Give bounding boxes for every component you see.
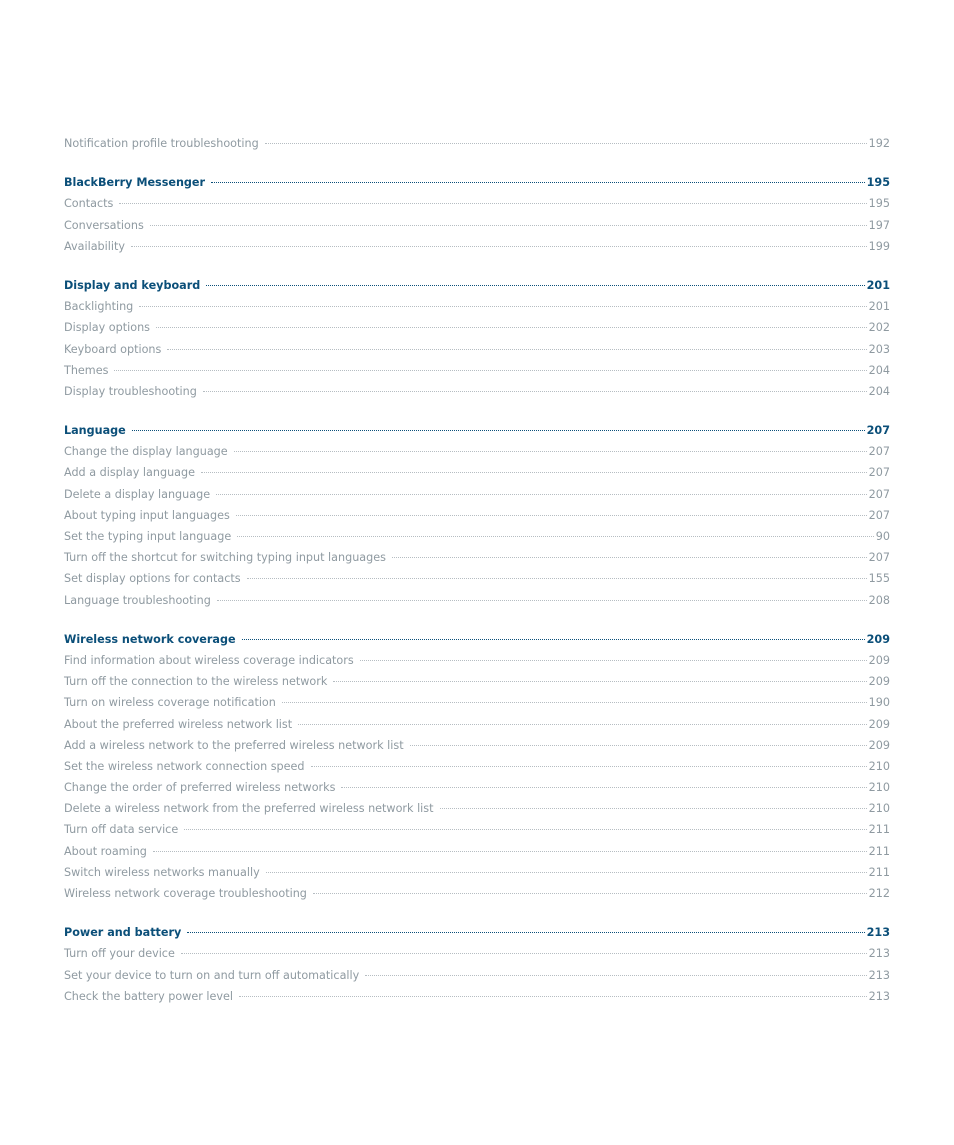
dot-leader [203,391,867,392]
dot-leader [150,225,867,226]
toc-entry[interactable] [64,381,890,402]
page-number: 211 [868,865,890,879]
page-number: 195 [868,197,890,211]
toc-entry[interactable] [64,339,890,360]
toc-section-heading[interactable] [64,629,890,650]
toc-entry[interactable] [64,547,890,568]
toc-section-heading[interactable] [64,420,890,441]
toc-entry-title: Notification profile troubleshooting [64,137,259,150]
dot-leader [201,472,867,473]
dot-leader [440,808,867,809]
dot-leader [333,681,866,682]
toc-entry[interactable] [64,484,890,505]
page-number: 197 [868,218,890,232]
toc-entry-title: Conversations [64,218,144,232]
toc-entry-title: About typing input languages [64,508,230,522]
toc-entry[interactable] [64,986,890,1007]
toc-entry-title: Set the typing input language [64,530,232,543]
toc-entry[interactable] [64,133,890,154]
page-number: 209 [868,738,890,752]
page-number: 209 [868,717,890,731]
page-number: 207 [868,487,890,501]
page-number: 209 [868,675,890,689]
toc-section-heading[interactable] [64,172,890,193]
page-number: 201 [868,300,890,314]
toc-entry[interactable] [64,965,890,986]
dot-leader [313,893,867,894]
dot-leader [360,660,867,661]
toc-entry[interactable] [64,236,890,257]
toc-entry[interactable] [64,841,890,862]
toc-entry-title: Switch wireless networks manually [64,865,260,879]
page-number: 208 [868,593,890,607]
dot-leader [341,787,866,788]
dot-leader [132,430,865,431]
toc-entry-title: Turn off the connection to the wireless network [64,675,328,689]
page-number: 201 [866,278,890,292]
page-number: 207 [866,424,890,438]
dot-leader [187,932,864,933]
dot-leader [217,600,867,601]
page-number: 211 [868,844,890,858]
toc-entry[interactable] [64,862,890,883]
page-number: 202 [868,321,890,335]
toc-entry[interactable] [64,526,890,547]
toc-entry[interactable] [64,777,890,798]
toc-entry-title: Themes [64,363,109,377]
dot-leader [139,306,866,307]
page-number: 207 [868,445,890,459]
page-number: 211 [868,823,890,837]
page-number: 90 [875,530,890,543]
toc-entry[interactable] [64,671,890,692]
dot-leader [156,327,867,328]
toc-entry[interactable] [64,798,890,819]
toc-entry-title: Turn off your device [64,947,175,961]
page-number: 209 [868,653,890,667]
page-number: 212 [868,887,890,900]
page-number: 155 [868,572,890,586]
toc-entry-title: Delete a wireless network from the preferred wireless network list [64,802,434,816]
page-number: 213 [866,926,890,940]
dot-leader [131,246,867,247]
dot-leader [206,285,864,286]
toc-entry[interactable] [64,650,890,671]
toc-entry-title: Add a display language [64,466,195,480]
toc-entry-title: Turn on wireless coverage notification [64,696,276,710]
dot-leader [311,766,867,767]
toc-entry-title: About roaming [64,844,147,858]
toc-entry-title: Availability [64,239,125,253]
dot-leader [216,494,867,495]
toc-entry[interactable] [64,505,890,526]
dot-leader [298,724,867,725]
toc-entry[interactable] [64,462,890,483]
toc-entry-title: Change the order of preferred wireless networks [64,781,336,795]
page-number: 213 [868,947,890,961]
toc-entry-title: Language troubleshooting [64,593,211,607]
toc-entry-title: Set display options for contacts [64,572,241,586]
toc-section-title: Wireless network coverage [64,632,236,646]
toc-entry-title: Turn off the shortcut for switching typing input languages [64,551,386,565]
dot-leader [242,639,865,640]
dot-leader [266,872,867,873]
dot-leader [365,975,866,976]
page-number: 210 [868,759,890,773]
dot-leader [211,182,865,183]
toc-entry-title: Change the display language [64,445,228,459]
page-number: 210 [868,781,890,795]
toc-entry[interactable] [64,296,890,317]
toc-entry[interactable] [64,692,890,713]
dot-leader [282,702,867,703]
toc-section-heading[interactable] [64,922,890,943]
toc-section-title: Power and battery [64,926,182,940]
toc-section-title: Display and keyboard [64,278,201,292]
toc-entry[interactable] [64,441,890,462]
toc-entry[interactable] [64,568,890,589]
dot-leader [234,451,867,452]
toc-section-title: BlackBerry Messenger [64,176,206,190]
toc-entry[interactable] [64,193,890,214]
page-number: 195 [866,176,890,190]
toc-entry-title: Wireless network coverage troubleshooting [64,887,307,900]
toc-entry[interactable] [64,756,890,777]
dot-leader [119,203,866,204]
dot-leader [184,829,866,830]
toc-entry-title: Turn off data service [64,823,179,837]
toc-entry-title: Display options [64,321,150,335]
page-number: 213 [868,989,890,1003]
toc-entry[interactable] [64,714,890,735]
page-number: 190 [868,696,890,710]
toc-entry-title: Display troubleshooting [64,384,197,398]
dot-leader [181,953,867,954]
toc-entry[interactable] [64,819,890,840]
dot-leader [265,143,867,144]
dot-leader [153,851,867,852]
dot-leader [392,557,867,558]
dot-leader [167,349,866,350]
page-number: 209 [866,632,890,646]
page-number: 204 [868,363,890,377]
page-number: 207 [868,466,890,480]
dot-leader [410,745,867,746]
page-number: 207 [868,508,890,522]
toc-entry-title: Find information about wireless coverage indicators [64,653,354,667]
toc-entry-title: Set the wireless network connection speed [64,759,305,773]
toc-entry[interactable] [64,735,890,756]
toc-entry-title: Keyboard options [64,342,162,356]
toc-entry-title: About the preferred wireless network list [64,717,293,731]
toc-section-title: Language [64,424,126,438]
page-number: 213 [868,968,890,982]
dot-leader [236,515,867,516]
dot-leader [237,536,874,537]
page-number: 210 [868,802,890,816]
page-number: 203 [868,342,890,356]
page-number: 204 [868,384,890,398]
toc-entry-title: Add a wireless network to the preferred wireless network list [64,738,404,752]
toc-section-heading[interactable] [64,275,890,296]
toc-entry-title: Check the battery power level [64,989,234,1003]
page-number: 207 [868,551,890,565]
toc-entry[interactable] [64,360,890,381]
table-of-contents [64,133,890,1007]
dot-leader [247,578,867,579]
toc-entry[interactable] [64,883,890,904]
toc-entry-title: Delete a display language [64,487,211,501]
dot-leader [239,996,867,997]
toc-entry[interactable] [64,943,890,964]
toc-entry-title: Contacts [64,197,114,211]
toc-entry[interactable] [64,590,890,611]
toc-entry[interactable] [64,215,890,236]
toc-entry-title: Backlighting [64,300,134,314]
page-number: 199 [868,239,890,253]
page-number: 192 [868,137,890,150]
toc-entry[interactable] [64,317,890,338]
dot-leader [114,370,866,371]
toc-entry-title: Set your device to turn on and turn off automatically [64,968,360,982]
